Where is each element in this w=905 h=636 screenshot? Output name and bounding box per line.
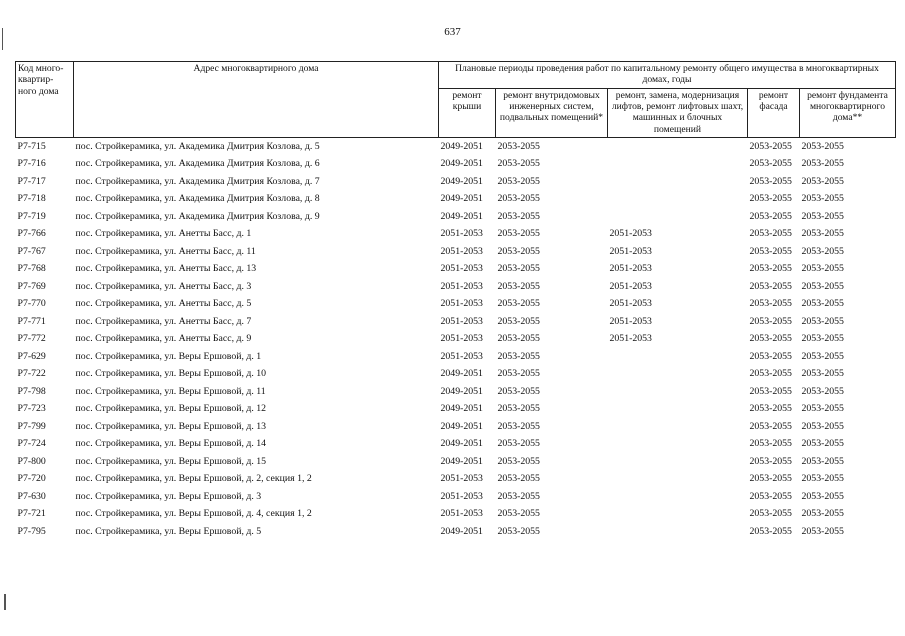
cell-facade: 2053-2055 [749, 508, 792, 520]
cell-systems: 2053-2055 [497, 245, 540, 257]
cell-facade: 2053-2055 [749, 525, 792, 537]
cell-lifts [608, 505, 748, 523]
cell-address: пос. Стройкерамика, ул. Веры Ершовой, д. 3 [75, 490, 262, 502]
cell-lifts [608, 435, 748, 453]
cell-lifts: 2051-2053 [609, 333, 652, 345]
cell-lifts [608, 400, 748, 418]
scan-mark-left-bottom [4, 594, 6, 610]
cell-facade: 2053-2055 [749, 473, 792, 485]
cell-foundation: 2053-2055 [801, 473, 844, 485]
cell-code: Р7-798 [17, 385, 46, 397]
cell-code: Р7-771 [17, 315, 46, 327]
cell-lifts [608, 173, 748, 191]
cell-code: Р7-770 [17, 298, 46, 310]
cell-facade: 2053-2055 [749, 490, 792, 502]
cell-address: пос. Стройкерамика, ул. Анетты Басс, д. 9 [75, 333, 252, 345]
cell-roof: 2049-2051 [440, 193, 483, 205]
cell-address: пос. Стройкерамика, ул. Веры Ершовой, д. 10 [75, 368, 267, 380]
cell-foundation: 2053-2055 [801, 158, 844, 170]
cell-roof: 2049-2051 [440, 158, 483, 170]
header-address: Адрес многоквартирного дома [74, 62, 439, 138]
header-systems: ремонт внутридомовых инженерных систем, подвальных помещений* [496, 88, 608, 137]
cell-roof: 2049-2051 [440, 210, 483, 222]
cell-facade: 2053-2055 [749, 175, 792, 187]
cell-code: Р7-721 [17, 508, 46, 520]
cell-lifts: 2051-2053 [609, 263, 652, 275]
header-roof: ремонт крыши [439, 88, 496, 137]
cell-roof: 2051-2053 [440, 245, 483, 257]
cell-address: пос. Стройкерамика, ул. Веры Ершовой, д. 2, секция 1, 2 [75, 473, 312, 485]
cell-address: пос. Стройкерамика, ул. Веры Ершовой, д. 14 [75, 438, 267, 450]
cell-code: Р7-629 [17, 350, 46, 362]
cell-systems: 2053-2055 [497, 280, 540, 292]
cell-facade: 2053-2055 [749, 350, 792, 362]
cell-facade: 2053-2055 [749, 193, 792, 205]
cell-foundation: 2053-2055 [801, 350, 844, 362]
cell-foundation: 2053-2055 [801, 315, 844, 327]
cell-roof: 2051-2053 [440, 508, 483, 520]
cell-lifts [608, 137, 748, 155]
header-periods: Плановые периоды проведения работ по капитальному ремонту общего имущества в многоквартирных домах, годы [439, 62, 896, 89]
cell-lifts [608, 155, 748, 173]
header-code: Код много-квартир-ного дома [16, 62, 74, 138]
cell-foundation: 2053-2055 [801, 438, 844, 450]
cell-facade: 2053-2055 [749, 455, 792, 467]
cell-address: пос. Стройкерамика, ул. Академика Дмитрия Козлова, д. 5 [75, 140, 320, 152]
cell-code: Р7-724 [17, 438, 46, 450]
capital-repair-table [15, 61, 896, 540]
cell-lifts: 2051-2053 [609, 280, 652, 292]
table-row [16, 383, 896, 401]
cell-code: Р7-800 [17, 455, 46, 467]
cell-address: пос. Стройкерамика, ул. Академика Дмитрия Козлова, д. 8 [75, 193, 320, 205]
page-number: 637 [444, 26, 461, 38]
cell-systems: 2053-2055 [497, 350, 540, 362]
table-row [16, 243, 896, 261]
cell-roof: 2051-2053 [440, 473, 483, 485]
cell-systems: 2053-2055 [497, 298, 540, 310]
cell-code: Р7-715 [17, 140, 46, 152]
cell-roof: 2049-2051 [440, 525, 483, 537]
cell-address: пос. Стройкерамика, ул. Анетты Басс, д. 11 [75, 245, 256, 257]
cell-foundation: 2053-2055 [801, 193, 844, 205]
cell-roof: 2049-2051 [440, 420, 483, 432]
cell-lifts [608, 418, 748, 436]
table-row [16, 260, 896, 278]
cell-systems: 2053-2055 [497, 420, 540, 432]
cell-roof: 2049-2051 [440, 403, 483, 415]
cell-facade: 2053-2055 [749, 158, 792, 170]
cell-foundation: 2053-2055 [801, 525, 844, 537]
cell-systems: 2053-2055 [497, 140, 540, 152]
cell-foundation: 2053-2055 [801, 228, 844, 240]
cell-foundation: 2053-2055 [801, 298, 844, 310]
table-header [16, 62, 896, 138]
cell-foundation: 2053-2055 [801, 245, 844, 257]
cell-facade: 2053-2055 [749, 263, 792, 275]
cell-address: пос. Стройкерамика, ул. Анетты Басс, д. 13 [75, 263, 257, 275]
cell-foundation: 2053-2055 [801, 368, 844, 380]
cell-code: Р7-722 [17, 368, 46, 380]
cell-lifts: 2051-2053 [609, 315, 652, 327]
cell-roof: 2049-2051 [440, 175, 483, 187]
cell-systems: 2053-2055 [497, 210, 540, 222]
scan-mark-left-top [2, 28, 3, 50]
cell-foundation: 2053-2055 [801, 280, 844, 292]
cell-facade: 2053-2055 [749, 420, 792, 432]
cell-facade: 2053-2055 [749, 333, 792, 345]
cell-code: Р7-719 [17, 210, 46, 222]
table-row [16, 418, 896, 436]
cell-address: пос. Стройкерамика, ул. Веры Ершовой, д. 11 [75, 385, 266, 397]
cell-code: Р7-717 [17, 175, 46, 187]
cell-address: пос. Стройкерамика, ул. Веры Ершовой, д. 1 [75, 350, 262, 362]
cell-systems: 2053-2055 [497, 193, 540, 205]
cell-foundation: 2053-2055 [801, 420, 844, 432]
cell-foundation: 2053-2055 [801, 263, 844, 275]
table-row [16, 137, 896, 155]
cell-address: пос. Стройкерамика, ул. Академика Дмитрия Козлова, д. 6 [75, 158, 320, 170]
cell-roof: 2051-2053 [440, 280, 483, 292]
cell-address: пос. Стройкерамика, ул. Академика Дмитрия Козлова, д. 9 [75, 210, 320, 222]
cell-foundation: 2053-2055 [801, 140, 844, 152]
table-row [16, 313, 896, 331]
cell-systems: 2053-2055 [497, 158, 540, 170]
cell-roof: 2049-2051 [440, 140, 483, 152]
cell-facade: 2053-2055 [749, 228, 792, 240]
header-facade: ремонт фасада [748, 88, 800, 137]
cell-systems: 2053-2055 [497, 315, 540, 327]
cell-lifts [608, 190, 748, 208]
cell-address: пос. Стройкерамика, ул. Анетты Басс, д. 5 [75, 298, 252, 310]
cell-lifts [608, 365, 748, 383]
cell-systems: 2053-2055 [497, 455, 540, 467]
cell-address: пос. Стройкерамика, ул. Веры Ершовой, д. 4, секция 1, 2 [75, 508, 312, 520]
cell-systems: 2053-2055 [497, 508, 540, 520]
table-row [16, 225, 896, 243]
cell-code: Р7-769 [17, 280, 46, 292]
cell-systems: 2053-2055 [497, 333, 540, 345]
cell-facade: 2053-2055 [749, 280, 792, 292]
cell-systems: 2053-2055 [497, 368, 540, 380]
cell-code: Р7-630 [17, 490, 46, 502]
cell-lifts [608, 348, 748, 366]
cell-lifts: 2051-2053 [609, 245, 652, 257]
cell-lifts: 2051-2053 [609, 298, 652, 310]
table-row [16, 278, 896, 296]
cell-lifts [608, 470, 748, 488]
table-row [16, 365, 896, 383]
cell-code: Р7-799 [17, 420, 46, 432]
table-row [16, 330, 896, 348]
table-row [16, 173, 896, 191]
cell-roof: 2049-2051 [440, 438, 483, 450]
cell-foundation: 2053-2055 [801, 210, 844, 222]
cell-code: Р7-723 [17, 403, 46, 415]
cell-lifts [608, 383, 748, 401]
cell-address: пос. Стройкерамика, ул. Веры Ершовой, д. 5 [75, 525, 262, 537]
cell-systems: 2053-2055 [497, 263, 540, 275]
cell-facade: 2053-2055 [749, 140, 792, 152]
cell-lifts: 2051-2053 [609, 228, 652, 240]
cell-address: пос. Стройкерамика, ул. Веры Ершовой, д. 15 [75, 455, 267, 467]
table-row [16, 453, 896, 471]
cell-systems: 2053-2055 [497, 175, 540, 187]
cell-code: Р7-768 [17, 263, 46, 275]
cell-lifts [608, 523, 748, 541]
cell-address: пос. Стройкерамика, ул. Веры Ершовой, д. 13 [75, 420, 267, 432]
cell-systems: 2053-2055 [497, 385, 540, 397]
cell-code: Р7-720 [17, 473, 46, 485]
cell-foundation: 2053-2055 [801, 403, 844, 415]
cell-code: Р7-766 [17, 228, 46, 240]
cell-roof: 2051-2053 [440, 490, 483, 502]
cell-facade: 2053-2055 [749, 245, 792, 257]
cell-foundation: 2053-2055 [801, 333, 844, 345]
cell-foundation: 2053-2055 [801, 175, 844, 187]
table-row [16, 348, 896, 366]
cell-roof: 2051-2053 [440, 315, 483, 327]
cell-lifts [608, 208, 748, 226]
cell-facade: 2053-2055 [749, 403, 792, 415]
cell-address: пос. Стройкерамика, ул. Академика Дмитрия Козлова, д. 7 [75, 175, 320, 187]
header-lifts: ремонт, замена, модернизация лифтов, ремонт лифтовых шахт, машинных и блочных помещений [608, 88, 748, 137]
cell-code: Р7-795 [17, 525, 46, 537]
cell-foundation: 2053-2055 [801, 455, 844, 467]
cell-systems: 2053-2055 [497, 403, 540, 415]
table-row [16, 295, 896, 313]
cell-roof: 2051-2053 [440, 228, 483, 240]
cell-roof: 2051-2053 [440, 298, 483, 310]
table-row [16, 470, 896, 488]
cell-address: пос. Стройкерамика, ул. Веры Ершовой, д. 12 [75, 403, 267, 415]
table-row [16, 208, 896, 226]
cell-foundation: 2053-2055 [801, 508, 844, 520]
cell-roof: 2051-2053 [440, 350, 483, 362]
cell-facade: 2053-2055 [749, 368, 792, 380]
table-row [16, 155, 896, 173]
table-row [16, 488, 896, 506]
cell-lifts [608, 453, 748, 471]
cell-address: пос. Стройкерамика, ул. Анетты Басс, д. 1 [75, 228, 252, 240]
table-row [16, 523, 896, 541]
cell-roof: 2049-2051 [440, 368, 483, 380]
cell-roof: 2049-2051 [440, 385, 483, 397]
cell-lifts [608, 488, 748, 506]
cell-address: пос. Стройкерамика, ул. Анетты Басс, д. 3 [75, 280, 252, 292]
cell-roof: 2051-2053 [440, 263, 483, 275]
table-row [16, 505, 896, 523]
cell-systems: 2053-2055 [497, 438, 540, 450]
cell-code: Р7-767 [17, 245, 46, 257]
cell-foundation: 2053-2055 [801, 385, 844, 397]
cell-address: пос. Стройкерамика, ул. Анетты Басс, д. 7 [75, 315, 252, 327]
cell-facade: 2053-2055 [749, 438, 792, 450]
cell-systems: 2053-2055 [497, 490, 540, 502]
cell-facade: 2053-2055 [749, 298, 792, 310]
cell-facade: 2053-2055 [749, 315, 792, 327]
table-row [16, 190, 896, 208]
header-foundation: ремонт фундамента многоквартирного дома** [800, 88, 896, 137]
cell-systems: 2053-2055 [497, 228, 540, 240]
cell-code: Р7-716 [17, 158, 46, 170]
cell-systems: 2053-2055 [497, 473, 540, 485]
cell-roof: 2051-2053 [440, 333, 483, 345]
cell-foundation: 2053-2055 [801, 490, 844, 502]
table-row [16, 435, 896, 453]
cell-facade: 2053-2055 [749, 385, 792, 397]
cell-facade: 2053-2055 [749, 210, 792, 222]
cell-code: Р7-772 [17, 333, 46, 345]
cell-roof: 2049-2051 [440, 455, 483, 467]
table-body [16, 137, 896, 540]
cell-code: Р7-718 [17, 193, 46, 205]
cell-systems: 2053-2055 [497, 525, 540, 537]
table-row [16, 400, 896, 418]
